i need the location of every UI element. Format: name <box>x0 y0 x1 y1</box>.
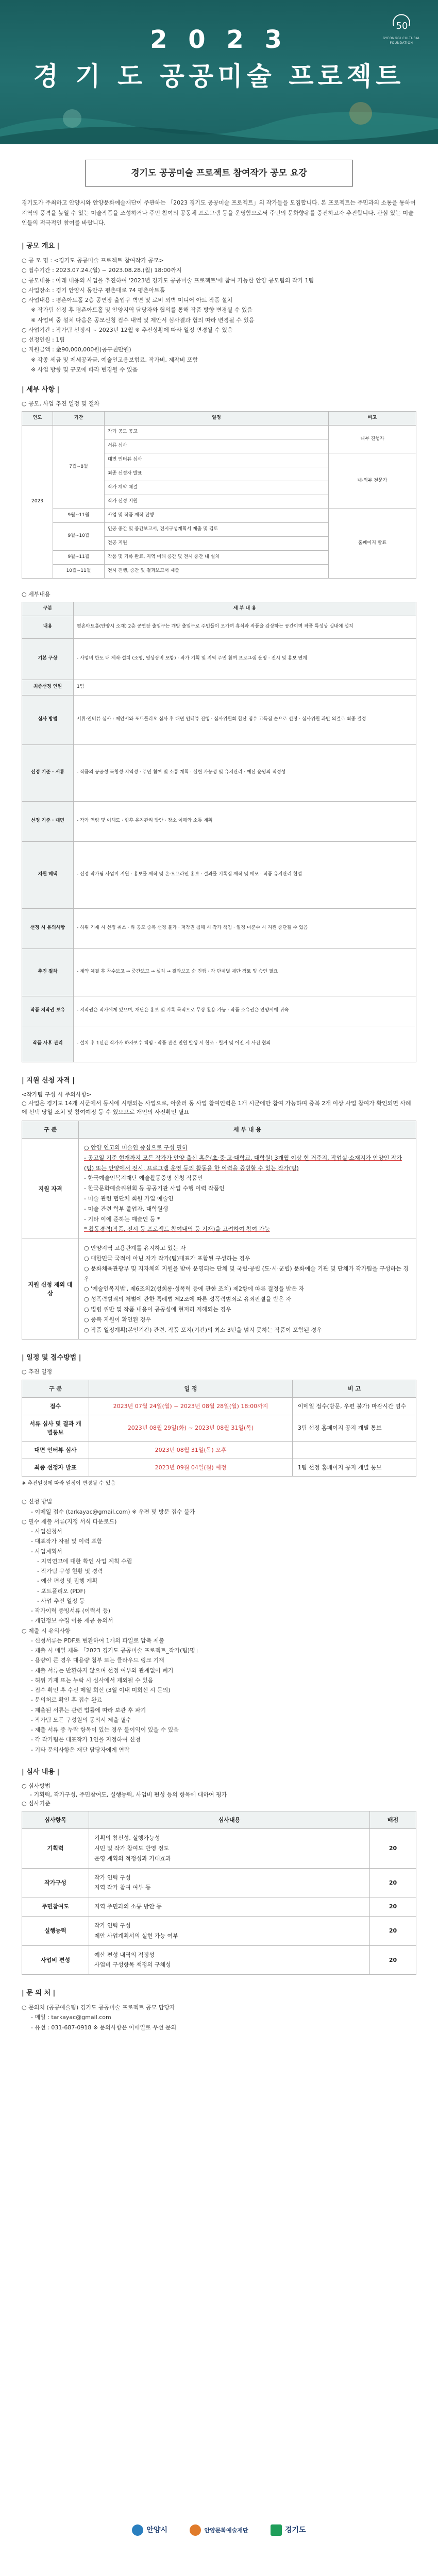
task-cell: 전공 지원 <box>105 536 329 550</box>
table-row <box>22 695 416 744</box>
list-item: - 예산 편성 및 집행 계획 <box>37 1578 98 1585</box>
note-cell: 내부 진행자 <box>329 426 416 453</box>
table-header: 세 부 내 용 <box>79 1121 416 1138</box>
list-item: ○ 신청 방법 <box>22 1498 53 1505</box>
task-cell: 서류 심사 <box>105 439 329 453</box>
table-row <box>22 801 416 841</box>
list-item: 지역 주민과의 소통 방안 등 <box>94 1903 162 1910</box>
table-row <box>22 744 416 801</box>
contact-heading: | 문 의 처 | <box>22 1989 56 1997</box>
list-item: - 사업계획서 <box>31 1548 62 1555</box>
list-item: - 대표작가 자필 및 이력 포함 <box>31 1538 103 1545</box>
table-header: 기간 <box>53 412 105 426</box>
content-cell <box>89 1829 370 1868</box>
list-item: * 활동경력(작품, 전시 등 프로젝트 참여내역 등 기재)을 고려하여 참여 가능 <box>84 1226 270 1233</box>
list-item: - 접수 확인 후 수신 메일 회신 (3일 이내 미회신 시 문의) <box>31 1687 171 1694</box>
contact-list <box>22 2003 416 2032</box>
list-item: ○ 선정인원 : 1팀 <box>22 336 65 344</box>
intro-text: 경기도가 주최하고 안양시와 안양문화예술재단이 주관하는 「2023 경기도 공공미술 프로젝트」의 작가들을 모집합니다. 본 프로젝트는 주민과의 소통을 통하여 지역의 풍격을 높일 수 있는 미술작품을 조성하거나 주민 참여의 공동체 프로그램 등을 운영함으로써 주민의 문화향유를 증진하고자 추진합니다. 관심 있는 미술인들의 적극적인 참여를 바랍니다. <box>22 199 416 226</box>
header-decoration-icon <box>0 98 438 144</box>
category-cell: 접수 <box>22 1397 89 1415</box>
category-cell: 선정 기준 · 대면 <box>22 801 74 841</box>
list-item: - 문의처로 확인 후 접수 완료 <box>31 1697 103 1704</box>
list-item: - 제출 서류는 반환하지 않으며 선정 여부와 관계없이 폐기 <box>31 1667 174 1674</box>
gyeonggi-logo <box>271 2524 306 2536</box>
list-item: - 개인정보 수집 이용 제공 동의서 <box>31 1617 113 1624</box>
score-cell: 20 <box>370 1897 416 1917</box>
schedule-heading: | 일정 및 접수방법 | <box>22 1354 81 1362</box>
criteria-cell: 작가구성 <box>22 1868 89 1897</box>
table-row <box>22 1415 416 1441</box>
list-item: - 한국예술인복지재단 예술활동증명 신청 작품인 <box>84 1175 203 1182</box>
overview-list <box>22 256 416 375</box>
eligibility-note-b: ○ 사업은 경기도 14개 시군에서 동시에 시행되는 사업으로, 아울러 동 사업 참여인력은 1개 시군에만 참여 가능하며 중복 2개 이상 사업 참여가 확인되면 사례에 선택 당일 조치 및 참여예정 등 수 있으므로 개인의 사전확인 필요 <box>22 1099 411 1115</box>
review-heading: | 심사 내용 | <box>22 1768 60 1776</box>
table-header: 심사내용 <box>89 1811 370 1829</box>
task-cell: 사업 및 작품 제작 진행 <box>105 509 329 522</box>
schedule-subheading: ○ 추진 일정 <box>22 1368 53 1376</box>
list-item: 기획의 참신성, 실행가능성 <box>94 1835 160 1842</box>
details-subheading: ○ 세부내용 <box>22 590 50 598</box>
contact-email[interactable]: - 메일 : tarkayac@gmail.com <box>31 2014 111 2021</box>
apply-list <box>22 1497 416 1755</box>
score-cell: 20 <box>370 1945 416 1975</box>
list-item: - 제출 시 메일 제목 「2023 경기도 공공미술 프로젝트_작가(팀)명」 <box>31 1647 201 1654</box>
category-cell: 서류 심사 및 결과 개별통보 <box>22 1415 89 1441</box>
table-row <box>22 1441 416 1459</box>
detail-cell: - 계약 체결 후 착수보고 → 중간보고 → 설치 → 결과보고 순 진행 · 각 단계별 재단 검토 및 승인 필요 <box>74 948 416 996</box>
content-cell <box>89 1868 370 1897</box>
footer-logos <box>0 2524 438 2555</box>
table-header: 심사항목 <box>22 1811 89 1829</box>
list-item: ○ 사업장소 : 경기 안양시 동안구 평촌대로 74 평촌아트홀 <box>22 286 165 294</box>
list-item: ○ 사업기간 : 작가팀 선정시 ~ 2023년 12월 ※ 추진상황에 따라 일정 변경될 수 있음 <box>22 326 233 333</box>
list-item: ○ 공 모 명 : <경기도 공공미술 프로젝트 참여작가 공모> <box>22 257 164 264</box>
list-item: - 각 작가팀은 대표작가 1인을 지정하여 신청 <box>31 1736 141 1743</box>
list-item: ○ 제출 시 유의사항 <box>22 1627 71 1634</box>
detail-cell: 평촌아트홀(안양시 소재) 2층 공연장 출입구는 개방 출입구로 주민들이 오가며 휴식과 작품을 감상하는 공간이며 작품 특성상 실내에 설치 <box>74 616 416 638</box>
score-cell: 20 <box>370 1868 416 1897</box>
content-cell <box>89 1897 370 1917</box>
list-item: ※ 사업비 중 설치 다음은 공모신청 접수 내역 및 제안서 심사결과 협의 따라 변경될 수 있음 <box>31 316 255 324</box>
score-cell: 20 <box>370 1829 416 1868</box>
process-table <box>22 411 416 578</box>
foundation-logo-icon <box>386 11 417 36</box>
criteria-cell: 주민참여도 <box>22 1897 89 1917</box>
anyang-foundation-logo <box>190 2524 248 2536</box>
header-year: 2 0 2 3 <box>150 25 288 54</box>
list-item: - 작가팀 구성 현황 및 경력 <box>37 1568 103 1575</box>
details-table <box>22 602 416 1062</box>
list-item: - 미술 관련 학부 졸업자, 대학원생 <box>84 1205 169 1212</box>
detail-cell: - 선정 작가팀 사업비 지원 · 홍보물 제작 및 온·오프라인 홍보 · 결과물 기록집 제작 및 배포 · 작품 유지관리 협업 <box>74 841 416 908</box>
gyeonggi-logo-icon <box>271 2524 282 2536</box>
category-cell: 최종 선정자 발표 <box>22 1459 89 1476</box>
logo-caption: GYEONGGI CULTURAL FOUNDATION <box>382 37 420 45</box>
category-cell: 선정 시 유의사항 <box>22 908 74 948</box>
table-header: 비 고 <box>293 1380 416 1397</box>
task-cell: 전시 진행, 중간 및 결과보고서 제출 <box>105 564 329 578</box>
criteria-cell: 실행능력 <box>22 1916 89 1945</box>
list-item: - 지역연고에 대한 확인 사업 계획 수립 <box>37 1557 132 1565</box>
structure-subheading: ○ 공모, 사업 추진 일정 및 절차 <box>22 400 99 408</box>
task-cell: 작품 및 기록 완료, 지역 미래 중간 및 전시 중간 내 설치 <box>105 550 329 564</box>
period-cell: 10월~11월 <box>53 564 105 578</box>
list-item: - 이메일 접수 (tarkayac@gmail.com) ※ 우편 및 방문 접수 불가 <box>31 1508 195 1515</box>
list-item: ○ 중복 지원이 확인된 경우 <box>84 1316 151 1323</box>
task-cell: 최종 선정자 발표 <box>105 467 329 481</box>
logo-label: 안양시 <box>146 2526 167 2534</box>
schedule-note: ※ 추진일정에 따라 일정이 변경될 수 있음 <box>22 1480 116 1486</box>
detail-cell: - 설치 후 1년간 작가가 하자보수 책임 · 작품 관련 민원 발생 시 협조 · 철거 및 이전 시 사전 협의 <box>74 1026 416 1062</box>
list-item: 사업비 구성항목 책정의 구체성 <box>94 1961 171 1969</box>
category-cell: 작품 사후 관리 <box>22 1026 74 1062</box>
list-item: ○ 지원금액 : 金90,000,000원(공구천만원) <box>22 346 131 353</box>
score-cell: 20 <box>370 1916 416 1945</box>
detail-heading: | 세부 사항 | <box>22 386 60 394</box>
header-title: 경 기 도 공공미술 프로젝트 <box>33 61 405 91</box>
foundation-logo-icon <box>190 2524 201 2536</box>
table-row <box>22 841 416 908</box>
table-row <box>22 1138 416 1239</box>
table-header: 연도 <box>22 412 53 426</box>
category-cell: 심사 방법 <box>22 695 74 744</box>
detail-cell: - 허위 기재 시 선정 취소 · 타 공모 중복 선정 불가 · 저작권 침해 시 작가 책임 · 일정 미준수 시 지원 중단될 수 있음 <box>74 908 416 948</box>
category-cell: 지원 자격 <box>22 1138 79 1239</box>
table-header: 일 정 <box>89 1380 293 1397</box>
task-cell: 작가 선정 지원 <box>105 495 329 509</box>
note-cell: 3팀 선정 홈페이지 공지 개별 통보 <box>293 1415 416 1441</box>
notice-title: 경기도 공공미술 프로젝트 참여작가 공모 요강 <box>85 160 353 187</box>
category-cell: 작품 저작권 보유 <box>22 996 74 1026</box>
list-item: - 공고일 기준 현재까지 모든 작가가 안양 출신 혹은(초·중·고·대학교, 대학원) 3개월 이상 현 거주지, 작업실·소재지가 안양인 작가(팀) 또는 안양에서 전시, 프로그램 운영 등의 활동을 한 이력을 증빙할 수 있는 작가(팀) <box>84 1154 402 1172</box>
criteria-cell: 기획력 <box>22 1829 89 1868</box>
table-row <box>22 509 416 522</box>
list-item: ※ 사업 방향 및 규모에 따라 변경될 수 있음 <box>31 366 138 373</box>
table-header: 구 분 <box>22 1121 79 1138</box>
note-cell: 홈페이지 발표 <box>329 509 416 578</box>
note-cell: 내·외부 전문가 <box>329 453 416 509</box>
table-header: 배점 <box>370 1811 416 1829</box>
list-item: ○ 작품 일정계획(본인기간) 관련, 작품 포지(기간)의 최소 3년을 넘지 못하는 작품이 포함된 경우 <box>84 1326 322 1333</box>
task-cell: 대면 인터뷰 심사 <box>105 453 329 467</box>
list-item: - 작가팀 모든 구성원의 동의서 제출 필수 <box>31 1716 131 1723</box>
detail-cell: 서류·인터뷰 심사 : 제안서와 포트폴리오 심사 후 대면 인터뷰 진행 · 심사위원회 합산 점수 고득점 순으로 선정 · 심사위원 과반 의결로 최종 결정 <box>74 695 416 744</box>
list-item: - 기타 문의사항은 재단 담당자에게 연락 <box>31 1746 130 1753</box>
table-row <box>22 1459 416 1476</box>
eligibility-note-a: <작가팀 구성 시 주의사항> <box>22 1091 92 1098</box>
category-cell: 기본 구상 <box>22 638 74 680</box>
list-item: 작가 인력 구성 <box>94 1874 131 1881</box>
period-cell: 9월~11월 <box>53 509 105 522</box>
table-row <box>22 1945 416 1975</box>
list-item: - 포트폴리오 (PDF) <box>37 1587 86 1595</box>
list-item: - 허위 기재 또는 누락 시 심사에서 제외될 수 있음 <box>31 1676 154 1684</box>
table-row <box>22 1397 416 1415</box>
logo-label: 안양문화예술재단 <box>204 2527 248 2534</box>
category-cell: 추진 절차 <box>22 948 74 996</box>
content <box>0 144 438 2032</box>
table-row <box>22 426 416 439</box>
review-method-text: - 기획력, 작가구성, 주민참여도, 실행능력, 사업비 편성 등의 항목에 대하여 평가 <box>30 1791 227 1798</box>
date-cell: 2023년 08월 31일(목) 오후 <box>89 1441 293 1459</box>
table-header: 구 분 <box>22 1380 89 1397</box>
list-item: - 제출된 서류는 관련 법률에 따라 보관 후 파기 <box>31 1706 146 1714</box>
list-item: - 사업 추진 일정 등 <box>37 1597 85 1604</box>
detail-cell: 1팀 <box>74 680 416 695</box>
list-item: 지역 작가 참여 여부 등 <box>94 1884 151 1891</box>
list-item: ○ '예술인복지법', 제6조의2(성희롱·성폭력 등에 관한 조치) 제2항에 따른 결정을 받은 자 <box>84 1285 305 1293</box>
date-cell: 2023년 07월 24일(월) ~ 2023년 08월 28일(월) 18:00까지 <box>89 1397 293 1415</box>
review-method-label: ○ 심사방법 <box>22 1782 50 1789</box>
list-item: - 사업신청서 <box>31 1528 62 1535</box>
list-item: ○ 성폭력범죄의 처벌에 관한 특례법 제2조에 따른 성폭력범죄로 유죄판결을 받은 자 <box>84 1296 292 1303</box>
category-cell: 지원 혜택 <box>22 841 74 908</box>
detail-cell: - 작품의 공공성·독창성·지역성 · 주민 참여 및 소통 계획 · 실현 가능성 및 유지관리 · 예산 운영의 적정성 <box>74 744 416 801</box>
note-cell: 이메일 접수(방문, 우편 불가) 마감시간 엄수 <box>293 1397 416 1415</box>
task-cell: 작가 계약 체결 <box>105 481 329 495</box>
content-cell <box>89 1945 370 1975</box>
category-cell: 선정 기준 · 서류 <box>22 744 74 801</box>
date-cell: 2023년 08월 29일(화) ~ 2023년 08월 31일(목) <box>89 1415 293 1441</box>
table-row <box>22 1239 416 1340</box>
table-header: 세 부 내 용 <box>74 602 416 616</box>
list-item: ○ 필수 제출 서류(지정 서식 다운로드) <box>22 1518 117 1525</box>
list-item: 예산 편성 내역의 적정성 <box>94 1951 155 1958</box>
schedule-table <box>22 1380 416 1477</box>
year-cell: 2023 <box>22 426 53 578</box>
note-cell <box>293 1441 416 1459</box>
list-item: 시민 및 작가 참여도 반영 정도 <box>94 1844 169 1852</box>
list-item: ○ 대한민국 국적이 아닌 자가 작가(팀)대표가 포함된 구성하는 경우 <box>84 1255 250 1262</box>
list-item: ○ 안양 연고의 미술인 중심으로 구성 필히 <box>84 1144 188 1151</box>
detail-cell: - 작가 역량 및 이해도 · 향후 유지관리 방안 · 장소 이해와 소통 계획 <box>74 801 416 841</box>
list-item: ○ 문화체육관광부 및 지자체의 지원을 받아 운영되는 단체 및 국립·공립 (도·시·군립) 문화예술 기관 및 단체가 작가팀을 구성하는 경우 <box>84 1265 409 1282</box>
list-item: ○ 공모내용 : 아래 내용의 사업을 추진하여 '2023년 경기도 공공미술 프로젝트'에 참여 가능한 안양 공모팀의 작가 1팀 <box>22 277 314 284</box>
date-cell: 2023년 09월 04일(월) 예정 <box>89 1459 293 1476</box>
criteria-cell: 사업비 편성 <box>22 1945 89 1975</box>
eligibility-heading: | 지원 신청 자격 | <box>22 1076 75 1084</box>
review-table <box>22 1811 416 1975</box>
logo-label: 경기도 <box>285 2526 306 2534</box>
content-cell <box>89 1916 370 1945</box>
table-row <box>22 908 416 948</box>
review-criteria-label: ○ 심사기준 <box>22 1800 50 1807</box>
category-cell: 대면 인터뷰 심사 <box>22 1441 89 1459</box>
detail-cell <box>79 1138 416 1239</box>
category-cell: 최종선정 인원 <box>22 680 74 695</box>
eligibility-table <box>22 1121 416 1340</box>
list-item: ○ 법령 위반 및 작품 내용이 공공성에 현저히 저해되는 경우 <box>84 1306 231 1313</box>
list-item: ※ 작가팀 선정 후 평촌아트홀 및 안양지역 담당자와 협의를 통해 작품 방향 변경될 수 있음 <box>31 307 253 314</box>
table-row <box>22 1897 416 1917</box>
table-header: 구분 <box>22 602 74 616</box>
list-item: - 미술 관련 협단체 회원 가입 예술인 <box>84 1195 174 1202</box>
table-row <box>22 1026 416 1062</box>
list-item: ○ 문의처 (공공예술팀) 경기도 공공미술 프로젝트 공모 담당자 <box>22 2004 175 2011</box>
list-item: 운영 계획의 적정성과 기대효과 <box>94 1855 171 1862</box>
table-header: 비고 <box>329 412 416 426</box>
list-item: 작가 인력 구성 <box>94 1922 131 1929</box>
task-cell: 작가 공모 공고 <box>105 426 329 439</box>
header-banner <box>0 0 438 144</box>
table-row <box>22 996 416 1026</box>
contact-phone: - 유선 : 031-687-0918 ※ 문의사항은 이메일로 우선 문의 <box>31 2024 177 2031</box>
table-row <box>22 616 416 638</box>
list-item: - 기타 이에 준하는 예술인 등 * <box>84 1215 160 1223</box>
list-item: - 제출 서류 중 누락 항목이 있는 경우 불이익이 있을 수 있음 <box>31 1726 179 1734</box>
list-item: ○ 접수기간 : 2023.07.24.(월) ~ 2023.08.28.(월) 18:00까지 <box>22 267 182 274</box>
list-item: - 한국문화예술위원회 등 공공기관 사업 수행 이력 작품인 <box>84 1185 225 1192</box>
logo-mark-text: 50 <box>396 21 408 31</box>
table-row <box>22 948 416 996</box>
list-item: ○ 안양지역 고용관계를 유지하고 있는 자 <box>84 1245 186 1252</box>
list-item: 제안 사업계획서의 실현 가능 여부 <box>94 1932 178 1939</box>
table-row <box>22 1868 416 1897</box>
period-cell: 9월~11월 <box>53 550 105 564</box>
table-row <box>22 1829 416 1868</box>
list-item: - 용량이 큰 경우 대용량 첨부 또는 클라우드 링크 기재 <box>31 1657 164 1664</box>
category-cell: 내용 <box>22 616 74 638</box>
list-item: - 신청서류는 PDF로 변환하여 1개의 파일로 압축 제출 <box>31 1637 164 1644</box>
period-cell: 7월~8월 <box>53 426 105 509</box>
list-item: ※ 각종 세금 및 제세공과금, 예술인고용보험료, 작가비, 제작비 포함 <box>31 356 198 363</box>
anyang-city-logo <box>132 2524 167 2536</box>
detail-cell: - 사업비 한도 내 제작·설치 (조명, 영상장비 포함) · 작가 기획 및 지역 주민 참여 프로그램 운영 · 전시 및 홍보 연계 <box>74 638 416 680</box>
detail-cell <box>79 1239 416 1340</box>
table-header: 일정 <box>105 412 329 426</box>
detail-cell: - 저작권은 작가에게 있으며, 재단은 홍보 및 기록 목적으로 무상 활용 가능 · 작품 소유권은 안양시에 귀속 <box>74 996 416 1026</box>
task-cell: 인공 중간 및 중간보고서, 전시구성계획서 제출 및 검토 <box>105 522 329 536</box>
overview-heading: | 공모 개요 | <box>22 242 60 250</box>
note-cell: 1팀 선정 홈페이지 공지 개별 통보 <box>293 1459 416 1476</box>
table-row <box>22 680 416 695</box>
list-item: - 작가이력 증빙서류 (이력서 등) <box>31 1607 111 1615</box>
list-item: ○ 사업내용 : 평촌아트홀 2층 공연장 출입구 벽면 및 로비 외벽 미디어 아트 작품 설치 <box>22 297 233 304</box>
category-cell: 지원 신청 제외 대상 <box>22 1239 79 1340</box>
period-cell: 9월~10월 <box>53 522 105 550</box>
anyang-logo-icon <box>132 2524 143 2536</box>
table-row <box>22 638 416 680</box>
table-row <box>22 1916 416 1945</box>
